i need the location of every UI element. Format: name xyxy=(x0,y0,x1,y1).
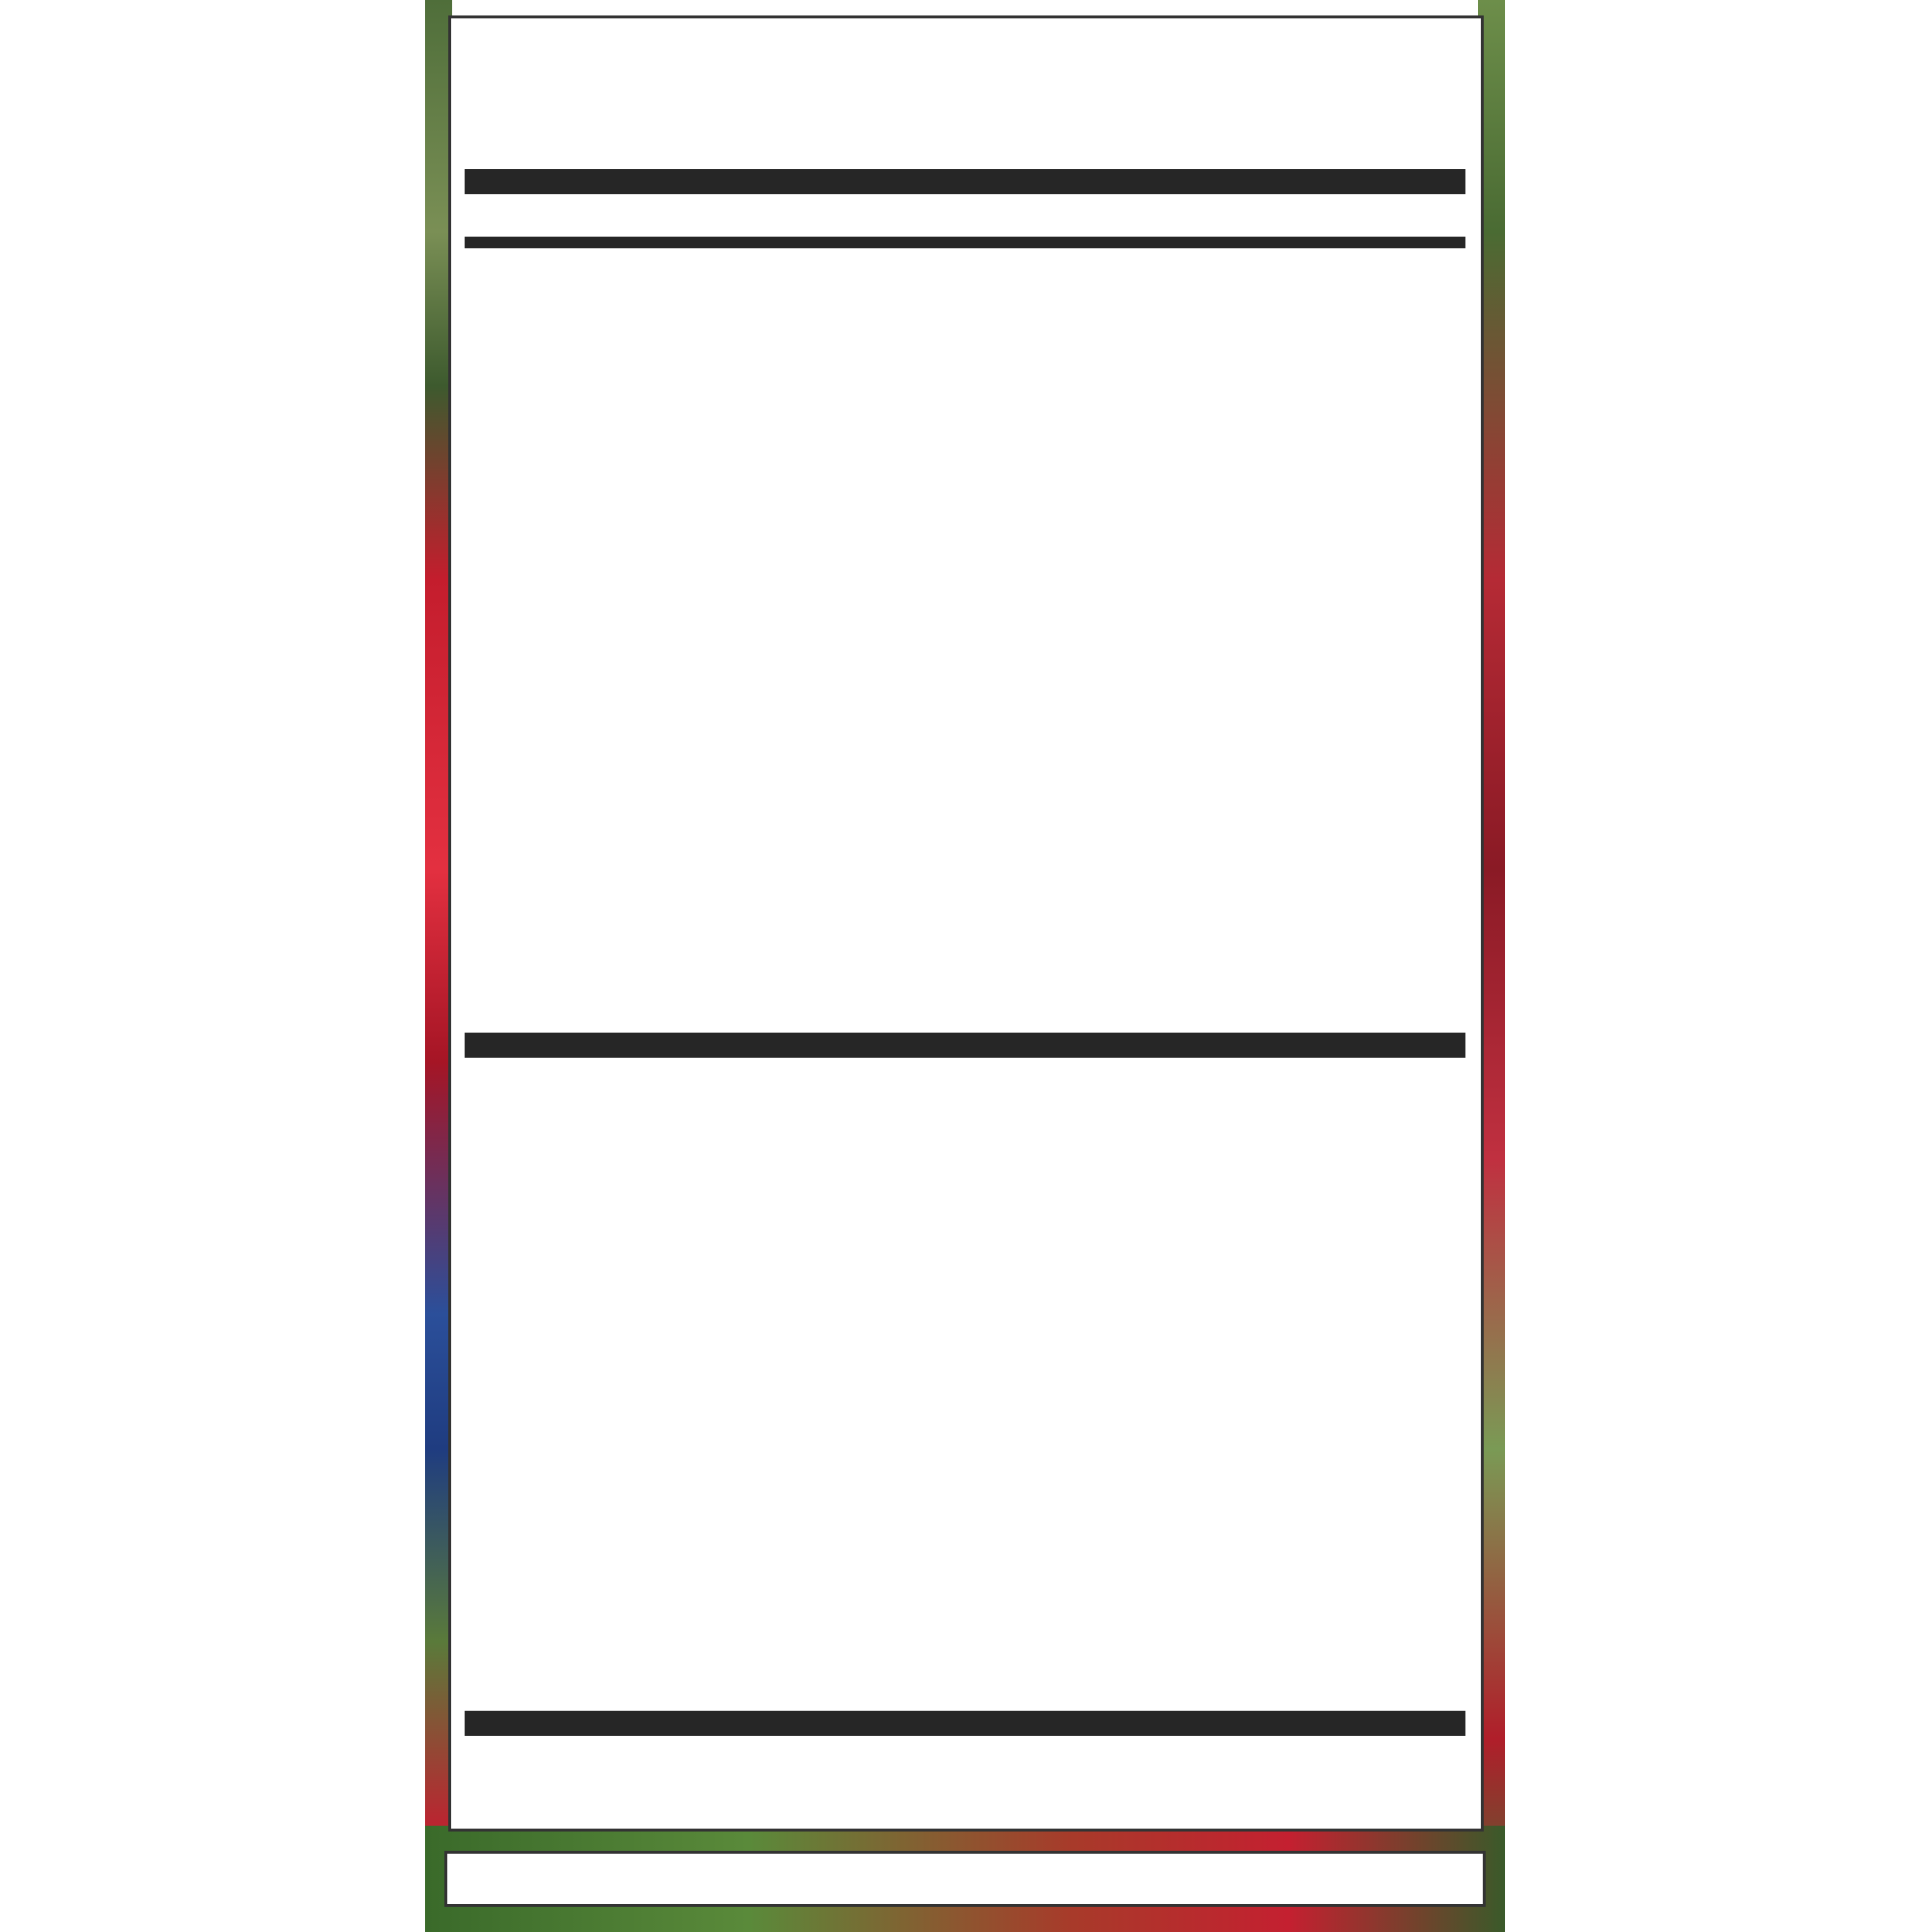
supplement-facts-panel xyxy=(448,15,1484,1832)
medium-divider xyxy=(465,237,1465,248)
other-ingredients xyxy=(444,1851,1486,1907)
thick-divider xyxy=(465,1711,1465,1736)
thick-divider xyxy=(465,1033,1465,1058)
thick-divider xyxy=(465,169,1465,194)
